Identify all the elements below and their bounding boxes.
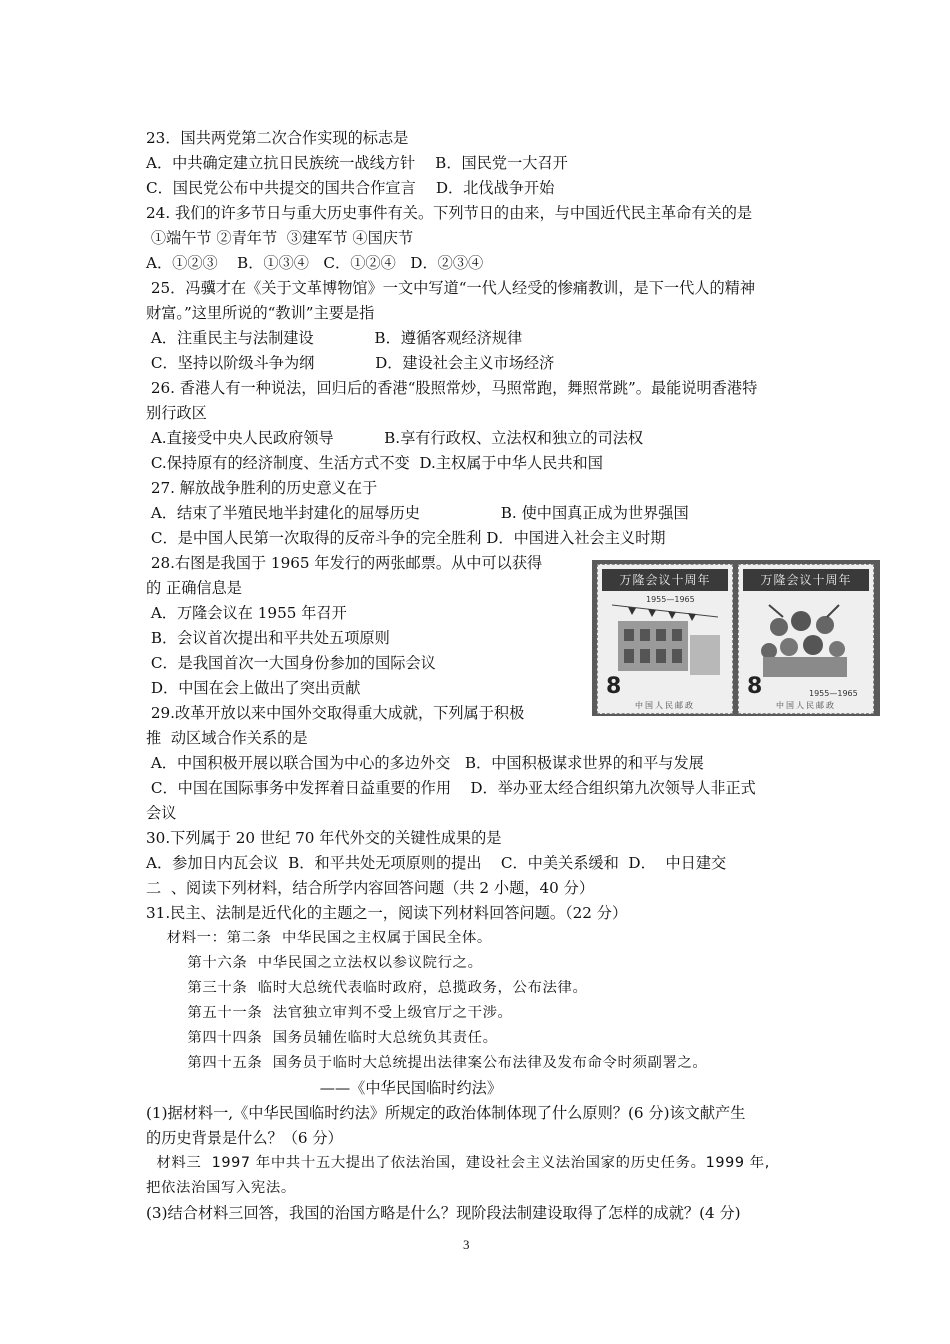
text-line	[146, 903, 627, 923]
text-line	[146, 603, 347, 623]
text-line	[146, 1103, 745, 1123]
text-line-content: ——《中华民国临时约法》	[146, 1079, 503, 1097]
text-line	[146, 478, 377, 498]
text-line-content: 31.民主、法制是近代化的主题之一，阅读下列材料回答问题。（22 分）	[146, 904, 628, 922]
stamp-right	[738, 564, 874, 714]
text-line	[146, 353, 554, 373]
text-line	[146, 578, 242, 598]
text-line-content: C．坚持以阶级斗争为纲 D．建设社会主义市场经济	[146, 354, 555, 372]
stamp-left-value: 8	[606, 674, 622, 699]
text-line	[146, 1078, 502, 1098]
text-line-content: ①端午节 ②青年节 ③建军节 ④国庆节	[146, 229, 414, 247]
text-line-content: C．中国在国际事务中发挥着日益重要的作用 D．举办亚太经合组织第九次领导人非正式	[146, 779, 756, 797]
stamp-right-country: 中国人民邮政	[776, 701, 836, 710]
stamp-left-country: 中国人民邮政	[635, 701, 695, 710]
text-line-content: A.直接受中央人民政府领导 B.享有行政权、立法权和独立的司法权	[146, 429, 644, 447]
text-line	[146, 228, 413, 248]
stamp-right-value: 8	[747, 674, 763, 699]
text-line	[146, 1003, 513, 1023]
text-line	[146, 1028, 498, 1048]
text-line-content: 第五十一条 法官独立审判不受上级官厅之干涉。	[146, 1005, 513, 1021]
text-line	[146, 1203, 741, 1223]
stamp-left	[597, 564, 733, 714]
text-line-content: 推 动区域合作关系的是	[146, 729, 308, 747]
text-line-content: 第十六条 中华民国之立法权以参议院行之。	[146, 955, 483, 971]
text-line-content: (3)结合材料三回答，我国的治国方略是什么？现阶段法制建设取得了怎样的成就？(4 分)	[146, 1204, 741, 1222]
text-line	[146, 678, 360, 698]
text-line	[146, 528, 665, 548]
text-line-content: A．注重民主与法制建设 B．遵循客观经济规律	[146, 329, 523, 347]
stamp-right-title: 万隆会议十周年	[743, 569, 869, 591]
text-line-content: C．是中国人民第一次取得的反帝斗争的完全胜利 D．中国进入社会主义时期	[146, 529, 666, 547]
text-line	[146, 953, 483, 973]
text-line	[146, 328, 522, 348]
text-line-content: C.保持原有的经济制度、生活方式不变 D.主权属于中华人民共和国	[146, 454, 603, 472]
text-line	[146, 203, 752, 223]
text-line-content: 27. 解放战争胜利的历史意义在于	[146, 479, 378, 497]
text-line-content: D．中国在会上做出了突出贡献	[146, 679, 361, 697]
text-line	[146, 978, 588, 998]
text-line-content: 的历史背景是什么？（6 分）	[146, 1129, 343, 1147]
text-line-content: A．①②③ B．①③④ C．①②④ D．②③④	[146, 254, 484, 272]
text-line-content: (1)据材料一,《中华民国临时约法》所规定的政治体制体现了什么原则？(6 分)该文献产生	[146, 1104, 746, 1122]
text-line	[146, 1128, 343, 1148]
text-line-content: 会议	[146, 804, 177, 822]
text-line	[146, 628, 390, 648]
stamp-left-years: 1955—1965	[646, 595, 695, 604]
text-line-content: 材料一：第二条 中华民国之主权属于国民全体。	[146, 930, 492, 946]
page-number: 3	[463, 1237, 470, 1252]
text-line	[146, 853, 726, 873]
text-line	[146, 653, 436, 673]
text-line-content: A．万隆会议在 1955 年召开	[146, 604, 347, 622]
stamp-right-years: 1955—1965	[809, 689, 858, 698]
text-line	[146, 303, 374, 323]
text-line-content: 材料三 1997 年中共十五大提出了依法治国，建设社会主义法治国家的历史任务。1999 年,	[146, 1155, 770, 1171]
text-line-content: C．是我国首次一大国身份参加的国际会议	[146, 654, 436, 672]
text-line	[146, 428, 643, 448]
text-line-content: 二 、阅读下列材料，结合所学内容回答问题（共 2 小题，40 分）	[146, 879, 595, 897]
text-line-content: C．国民党公布中共提交的国共合作宣言 D．北伐战争开始	[146, 179, 555, 197]
text-line	[146, 1178, 296, 1198]
text-line	[146, 1153, 770, 1173]
text-line-content: 23．国共两党第二次合作实现的标志是	[146, 129, 409, 147]
text-line-content: 28.右图是我国于 1965 年发行的两张邮票。从中可以获得	[146, 554, 543, 572]
text-line-content: 第四十四条 国务员辅佐临时大总统负其责任。	[146, 1030, 498, 1046]
text-line	[146, 1053, 707, 1073]
text-line	[146, 778, 756, 798]
text-line	[146, 378, 757, 398]
stamp-photo	[592, 560, 880, 716]
text-line	[146, 403, 207, 423]
text-line-content: 财富。”这里所说的“教训”主要是指	[146, 304, 375, 322]
text-line-content: 把依法治国写入宪法。	[146, 1180, 296, 1196]
text-line-content: A．中国积极开展以联合国为中心的多边外交 B．中国积极谋求世界的和平与发展	[146, 754, 704, 772]
text-line-content: A．参加日内瓦会议 B．和平共处无项原则的提出 C．中美关系缓和 D． 中日建交	[146, 854, 727, 872]
text-line	[146, 878, 594, 898]
text-line-content: 29.改革开放以来中国外交取得重大成就，下列属于积极	[146, 704, 525, 722]
text-line-content: 25．冯骥才在《关于文革博物馆》一文中写道“一代人经受的惨痛教训，是下一代人的精神	[146, 279, 756, 297]
text-line	[146, 128, 408, 148]
text-line	[146, 703, 524, 723]
text-line	[146, 828, 502, 848]
text-line	[146, 503, 689, 523]
text-line-content: 26. 香港人有一种说法，回归后的香港“股照常炒，马照常跑，舞照常跳”。最能说明香港特	[146, 379, 758, 397]
text-line	[146, 753, 704, 773]
text-line	[146, 553, 542, 573]
text-line-content: A．结束了半殖民地半封建化的屈辱历史 B. 使中国真正成为世界强国	[146, 504, 689, 522]
text-line	[146, 728, 308, 748]
stamp-left-title: 万隆会议十周年	[602, 569, 728, 591]
text-line	[146, 178, 554, 198]
text-line-content: 第三十条 临时大总统代表临时政府，总揽政务，公布法律。	[146, 980, 588, 996]
text-line-content: 第四十五条 国务员于临时大总统提出法律案公布法律及发布命令时须副署之。	[146, 1055, 708, 1071]
text-line-content: 30.下列属于 20 世纪 70 年代外交的关键性成果的是	[146, 829, 502, 847]
text-line	[146, 253, 483, 273]
text-line	[146, 278, 755, 298]
text-line-content: 24. 我们的许多节日与重大历史事件有关。下列节日的由来，与中国近代民主革命有关的是	[146, 204, 753, 222]
text-line	[146, 803, 176, 823]
text-line-content: 别行政区	[146, 404, 207, 422]
text-line-content: 的 正确信息是	[146, 579, 242, 597]
text-line-content: A．中共确定建立抗日民族统一战线方针 B．国民党一大召开	[146, 154, 568, 172]
text-line	[146, 928, 492, 948]
text-line	[146, 153, 568, 173]
text-line-content: B．会议首次提出和平共处五项原则	[146, 629, 390, 647]
text-line	[146, 453, 603, 473]
